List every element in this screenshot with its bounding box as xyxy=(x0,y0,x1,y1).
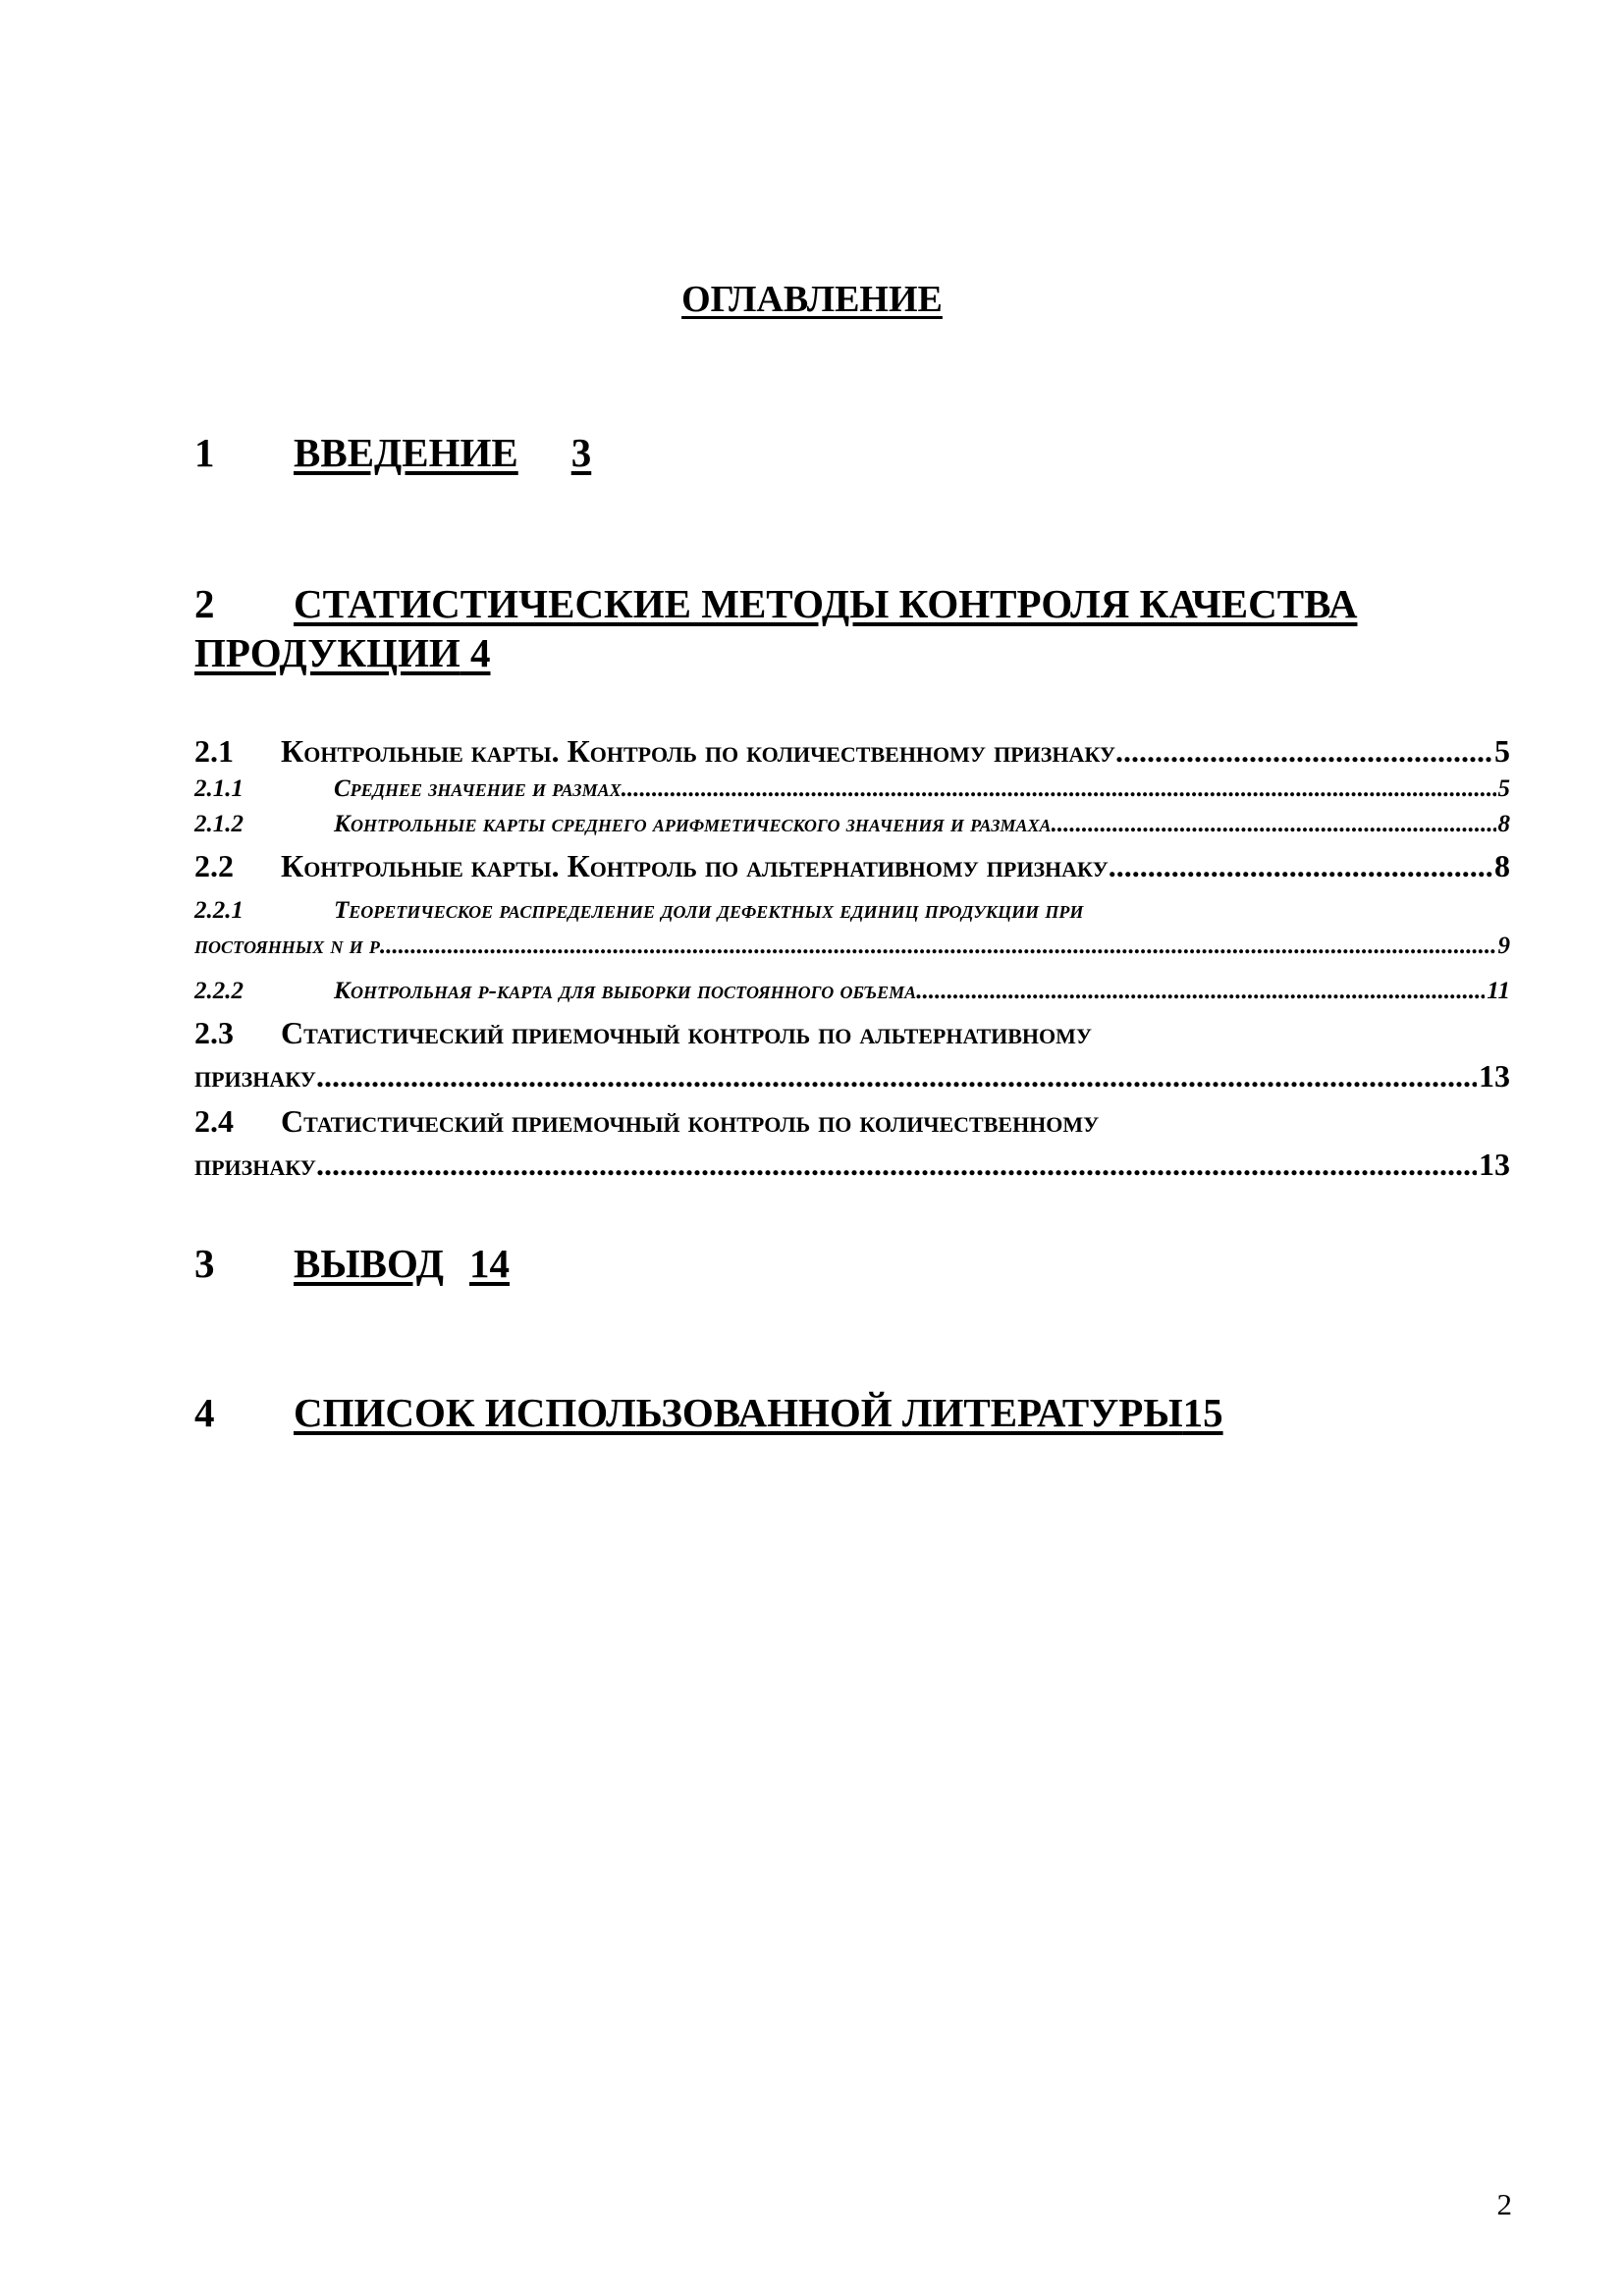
toc-page: 4 xyxy=(470,630,491,675)
toc-number: 2.2.1 xyxy=(194,897,244,924)
toc-entry-1[interactable] xyxy=(194,428,1510,477)
toc-title-line1: Статистический приемочный контроль по количественному xyxy=(281,1103,1100,1139)
toc-page: 14 xyxy=(469,1241,511,1286)
toc-number: 2.1.2 xyxy=(194,811,244,837)
toc-leader-dots xyxy=(916,974,1485,1009)
toc-page: 11 xyxy=(1487,978,1510,1004)
toc-leader-dots xyxy=(316,1143,1477,1186)
toc-heading-text: ОГЛАВЛЕНИЕ xyxy=(681,279,943,320)
toc-number: 1 xyxy=(194,430,215,475)
toc-entry-2-2[interactable] xyxy=(194,844,1510,887)
toc-title: Контрольные карты. Контроль по количественному признаку xyxy=(281,733,1116,769)
toc-title-line2: ПРОДУКЦИИ xyxy=(194,630,460,675)
toc-entry-2-1-1[interactable] xyxy=(194,772,1510,807)
toc-page: 5 xyxy=(1494,733,1510,769)
toc-title: ВВЕДЕНИЕ xyxy=(294,430,518,475)
toc-page: 3 xyxy=(570,430,592,475)
toc-number: 2.2 xyxy=(194,848,234,883)
toc-leader-dots xyxy=(380,929,1496,964)
toc-title-line1: СТАТИСТИЧЕСКИЕ МЕТОДЫ КОНТРОЛЯ КАЧЕСТВА xyxy=(294,581,1358,626)
toc-entry-3[interactable] xyxy=(194,1239,1510,1288)
toc-leader-dots xyxy=(622,772,1496,807)
toc-entry-2-1-2[interactable] xyxy=(194,807,1510,842)
toc-entry-4[interactable] xyxy=(194,1388,1510,1437)
toc-entry-2-1[interactable] xyxy=(194,729,1510,773)
toc-leader-dots xyxy=(316,1054,1477,1097)
toc-entry-2-2-1[interactable] xyxy=(194,893,1510,964)
toc-page: 9 xyxy=(1497,933,1510,959)
toc-leader-dots xyxy=(1109,844,1492,887)
toc-title: Контрольные карты среднего арифметического значения и размаха xyxy=(334,811,1052,837)
toc-entry-2-3[interactable] xyxy=(194,1011,1510,1097)
toc-title-line1: Статистический приемочный контроль по альтернативному xyxy=(281,1015,1093,1050)
toc-page: 13 xyxy=(1479,1147,1510,1182)
toc-page: 15 xyxy=(1182,1390,1223,1435)
toc-number: 2.3 xyxy=(194,1015,234,1050)
toc-leader-dots xyxy=(1115,729,1492,773)
toc-number: 3 xyxy=(194,1241,215,1286)
toc-title: Контрольная p-карта для выборки постоянного объема xyxy=(334,978,917,1004)
toc-title: Контрольные карты. Контроль по альтернативному признаку xyxy=(281,848,1109,883)
toc-title-line2: признаку xyxy=(194,1147,316,1182)
toc-heading xyxy=(0,278,1624,321)
toc-entry-2-2-2[interactable] xyxy=(194,974,1510,1009)
toc-page: 13 xyxy=(1479,1058,1510,1094)
toc-number: 2.1.1 xyxy=(194,775,244,802)
toc-leader-dots xyxy=(1052,807,1496,842)
toc-title: СПИСОК ИСПОЛЬЗОВАННОЙ ЛИТЕРАТУРЫ xyxy=(294,1390,1183,1435)
page-number: 2 xyxy=(1496,2187,1512,2221)
toc-title: Среднее значение и размах xyxy=(334,775,622,802)
toc-entry-2[interactable] xyxy=(194,579,1510,677)
toc-page: 8 xyxy=(1494,848,1510,883)
toc-number: 2.2.2 xyxy=(194,978,244,1004)
toc-entry-2-4[interactable] xyxy=(194,1099,1510,1186)
toc-number: 2 xyxy=(194,581,215,626)
toc-title: ВЫВОД xyxy=(294,1241,445,1286)
toc-number: 2.1 xyxy=(194,733,234,769)
toc-page: 5 xyxy=(1497,775,1510,802)
toc-number: 4 xyxy=(194,1390,215,1435)
toc-title-line2: признаку xyxy=(194,1058,316,1094)
toc-title-line2: постоянных n и p xyxy=(194,933,380,959)
toc-number: 2.4 xyxy=(194,1103,234,1139)
toc-title-line1: Теоретическое распределение доли дефектных единиц продукции при xyxy=(334,897,1084,924)
toc-page: 8 xyxy=(1497,811,1510,837)
